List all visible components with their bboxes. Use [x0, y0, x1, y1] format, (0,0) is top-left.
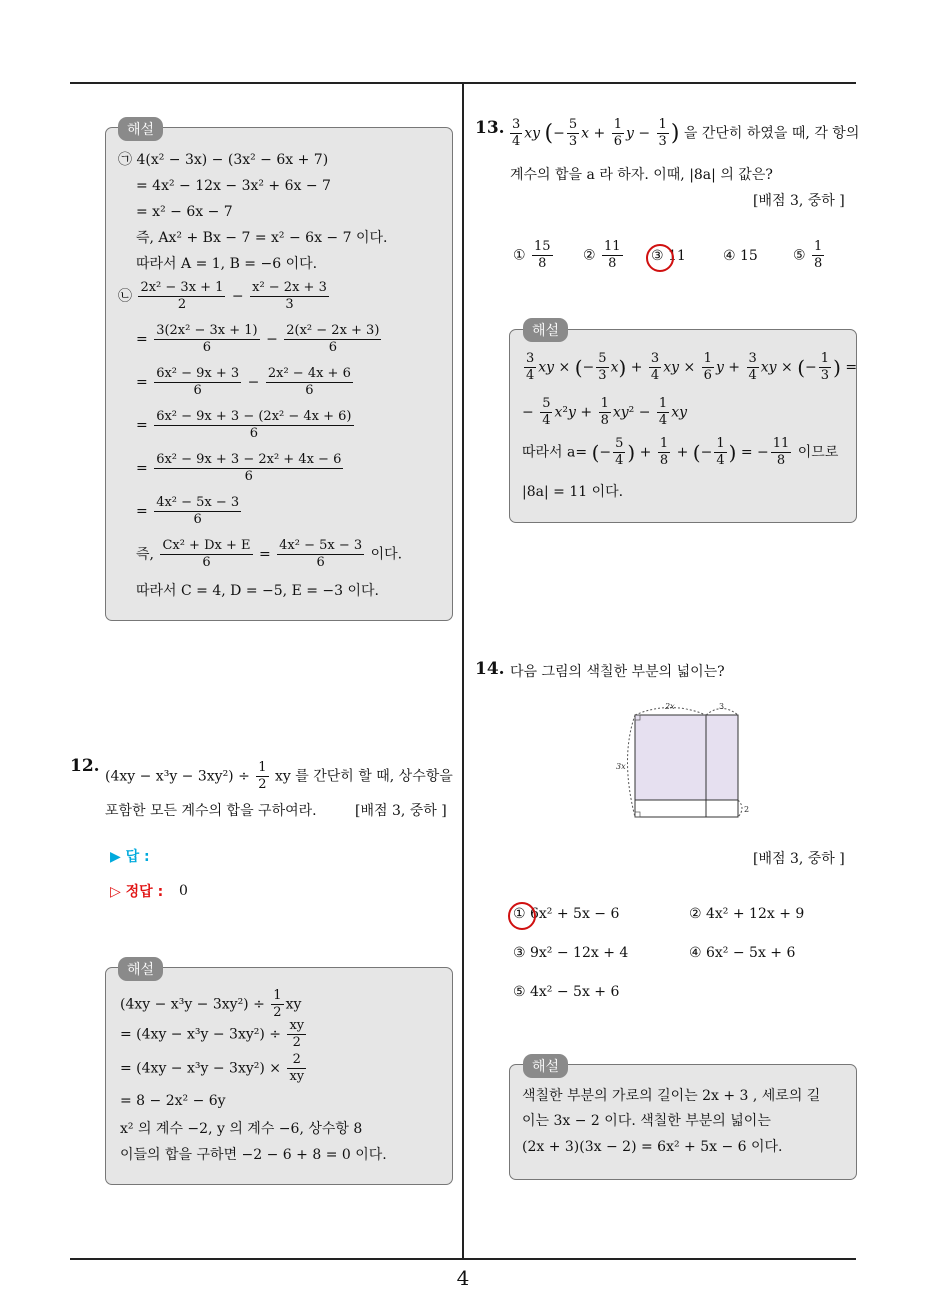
fraction: $\frac{\text{x² − 2x + 3}}{3}$: [252, 280, 327, 312]
q13-choice-5[interactable]: ⑤ $\frac{1}{8}$: [793, 239, 823, 271]
sol14-line: 이는 3x − 2 이다. 색칠한 부분의 넓이는: [522, 1113, 771, 1129]
fraction: $\frac{1}{2}$: [273, 988, 282, 1020]
q14-choice-1[interactable]: ① 6x² + 5x − 6: [513, 906, 620, 922]
sol11-line: 따라서 A = 1, B = −6 이다.: [136, 256, 318, 272]
sol11-frac-row: 즉, $\frac{\text{Cx² + Dx + E}}{6}$ = $\frac{\text{4x² − 5x − 3}}{6}$ 이다.: [136, 538, 403, 570]
sol11-frac-row: = $\frac{\text{6x² − 9x + 3 − (2x² − 4x + 6)}}{6}$: [136, 409, 352, 441]
sol11-line: 따라서 C = 4, D = −5, E = −3 이다.: [136, 583, 380, 599]
fraction: $\frac{\text{Cx² + Dx + E}}{6}$: [162, 538, 251, 570]
sol14-line: 색칠한 부분의 가로의 길이는 2x + 3 , 세로의 길: [522, 1088, 821, 1104]
fraction: $\frac{\text{6x² − 9x + 3 − 2x² + 4x − 6}}{6}$: [156, 452, 342, 484]
correct-answer-label: ▷ 정답 :: [110, 884, 164, 900]
q14-choice-5[interactable]: ⑤ 4x² − 5x + 6: [513, 984, 620, 1000]
answer-label: ▶ 답 :: [110, 849, 150, 865]
sol11-line: ㉠ 4(x² − 3x) − (3x² − 6x + 7): [118, 152, 329, 168]
fraction: $\frac{\text{3(2x² − 3x + 1)}}{6}$: [156, 323, 258, 355]
q13-choice-2[interactable]: ② $\frac{11}{8}$: [583, 239, 621, 271]
q13-choice-1[interactable]: ① $\frac{15}{8}$: [513, 239, 551, 271]
q13-line2: 계수의 합을 a 라 하자. 이때, |8a| 의 값은?: [510, 167, 773, 183]
fraction: $\frac{\text{2(x² − 2x + 3)}}{6}$: [286, 323, 380, 355]
question-number-12: 12.: [70, 756, 100, 776]
sol11-line: 즉, Ax² + Bx − 7 = x² − 6x − 7 이다.: [136, 230, 388, 246]
solution-tag: 해설: [118, 957, 163, 981]
q13-choice-3[interactable]: ③ 11: [651, 248, 686, 264]
fraction: $\frac{\text{2x² − 4x + 6}}{6}$: [267, 366, 351, 398]
sol13-line: $\frac{3}{4}$ xy × (− $\frac{5}{3}$ x) + $\frac{3}{4}$ xy × $\frac{1}{6}$ y + $\frac{3}{4}$ xy × (− $\frac{1}{3}$ ) =: [526, 351, 858, 383]
sol11-frac-row: ㉡ $\frac{\text{2x² − 3x + 1}}{2}$ − $\frac{\text{x² − 2x + 3}}{3}$: [118, 280, 327, 312]
fraction: $\frac{\text{2x² − 3x + 1}}{2}$: [140, 280, 224, 312]
fraction: $\frac{1}{2}$: [258, 760, 267, 792]
label-3x: 3x: [616, 762, 626, 771]
sol12-line: = (4xy − x³y − 3xy²) ÷ $\frac{xy}{2}$: [120, 1018, 305, 1050]
solution-tag: 해설: [523, 318, 568, 342]
question-number-13: 13.: [475, 118, 505, 138]
fraction: $\frac{\text{4x² − 5x − 3}}{6}$: [156, 495, 240, 527]
page-number: 4: [456, 1266, 470, 1290]
solution-tag: 해설: [118, 117, 163, 141]
sol14-line: (2x + 3)(3x − 2) = 6x² + 5x − 6 이다.: [522, 1139, 783, 1155]
sol13-line: |8a| = 11 이다.: [522, 484, 624, 500]
selected-answer-mark: [508, 902, 536, 930]
sol11-frac-row: = $\frac{\text{6x² − 9x + 3 − 2x² + 4x − 6}}{6}$: [136, 452, 342, 484]
fraction: $\frac{\text{4x² − 5x − 3}}{6}$: [279, 538, 363, 570]
selected-answer-mark: [646, 244, 674, 272]
q12-points: [배점 3, 중하 ]: [355, 803, 447, 819]
sol12-line: (4xy − x³y − 3xy²) ÷ $\frac{1}{2}$ xy: [120, 988, 302, 1020]
sol11-line: = x² − 6x − 7: [136, 204, 233, 220]
fraction: $\frac{xy}{2}$: [289, 1018, 305, 1050]
label-2: 2: [744, 805, 750, 814]
correct-answer-value: 0: [179, 883, 188, 899]
column-divider: [462, 83, 464, 1259]
label-3: 3: [719, 702, 725, 711]
sol11-frac-row: = $\frac{\text{6x² − 9x + 3}}{6}$ − $\frac{\text{2x² − 4x + 6}}{6}$: [136, 366, 351, 398]
fraction: $\frac{\text{6x² − 9x + 3}}{6}$: [156, 366, 240, 398]
q14-choice-4[interactable]: ④ 6x² − 5x + 6: [689, 945, 796, 961]
q14-points: [배점 3, 중하 ]: [753, 851, 845, 867]
q13-points: [배점 3, 중하 ]: [753, 193, 845, 209]
sol12-line: 이들의 합을 구하면 −2 − 6 + 8 = 0 이다.: [120, 1147, 387, 1163]
q13-choice-4[interactable]: ④ 15: [723, 248, 758, 264]
bottom-rule: [70, 1258, 856, 1260]
area-figure: [610, 698, 760, 823]
q14-choice-2[interactable]: ② 4x² + 12x + 9: [689, 906, 805, 922]
shaded-region: [635, 715, 738, 800]
q12-line1: (4xy − x³y − 3xy²) ÷ $\frac{1}{2}$ xy 를 간단히 할 때, 상수항을: [105, 760, 453, 792]
sol12-line: = 8 − 2x² − 6y: [120, 1093, 226, 1109]
solution-tag: 해설: [523, 1054, 568, 1078]
question-number-14: 14.: [475, 659, 505, 679]
q13-line1: $\frac{3}{4}$ xy (− $\frac{5}{3}$ x + $\frac{1}{6}$ y − $\frac{1}{3}$ ) 을 간단히 하였을 때, 각 항의: [512, 117, 860, 149]
q12-line2: 포함한 모든 계수의 합을 구하여라.: [105, 803, 317, 819]
sol11-frac-row: = $\frac{\text{3(2x² − 3x + 1)}}{6}$ − $\frac{\text{2(x² − 2x + 3)}}{6}$: [136, 323, 380, 355]
sol11-frac-row: = $\frac{\text{4x² − 5x − 3}}{6}$: [136, 495, 240, 527]
q14-text: 다음 그림의 색칠한 부분의 넓이는?: [510, 664, 725, 680]
q14-choice-3[interactable]: ③ 9x² − 12x + 4: [513, 945, 629, 961]
sol11-line: = 4x² − 12x − 3x² + 6x − 7: [136, 178, 331, 194]
fraction: $\frac{2}{xy}$: [289, 1052, 305, 1084]
sol12-line: = (4xy − x³y − 3xy²) × $\frac{2}{xy}$: [120, 1052, 305, 1084]
sol12-line: x² 의 계수 −2, y 의 계수 −6, 상수항 8: [120, 1121, 363, 1137]
sol13-line: − $\frac{5}{4}$ x²y + $\frac{1}{8}$ xy² − $\frac{1}{4}$ xy: [522, 396, 687, 428]
sol13-line: 따라서 a= (− $\frac{5}{4}$ ) + $\frac{1}{8}$ + (− $\frac{1}{4}$ ) = − $\frac{11}{8}$ 이므로: [522, 436, 839, 468]
label-2x: 2x: [665, 702, 675, 711]
fraction: $\frac{\text{6x² − 9x + 3 − (2x² − 4x + 6)}}{6}$: [156, 409, 352, 441]
